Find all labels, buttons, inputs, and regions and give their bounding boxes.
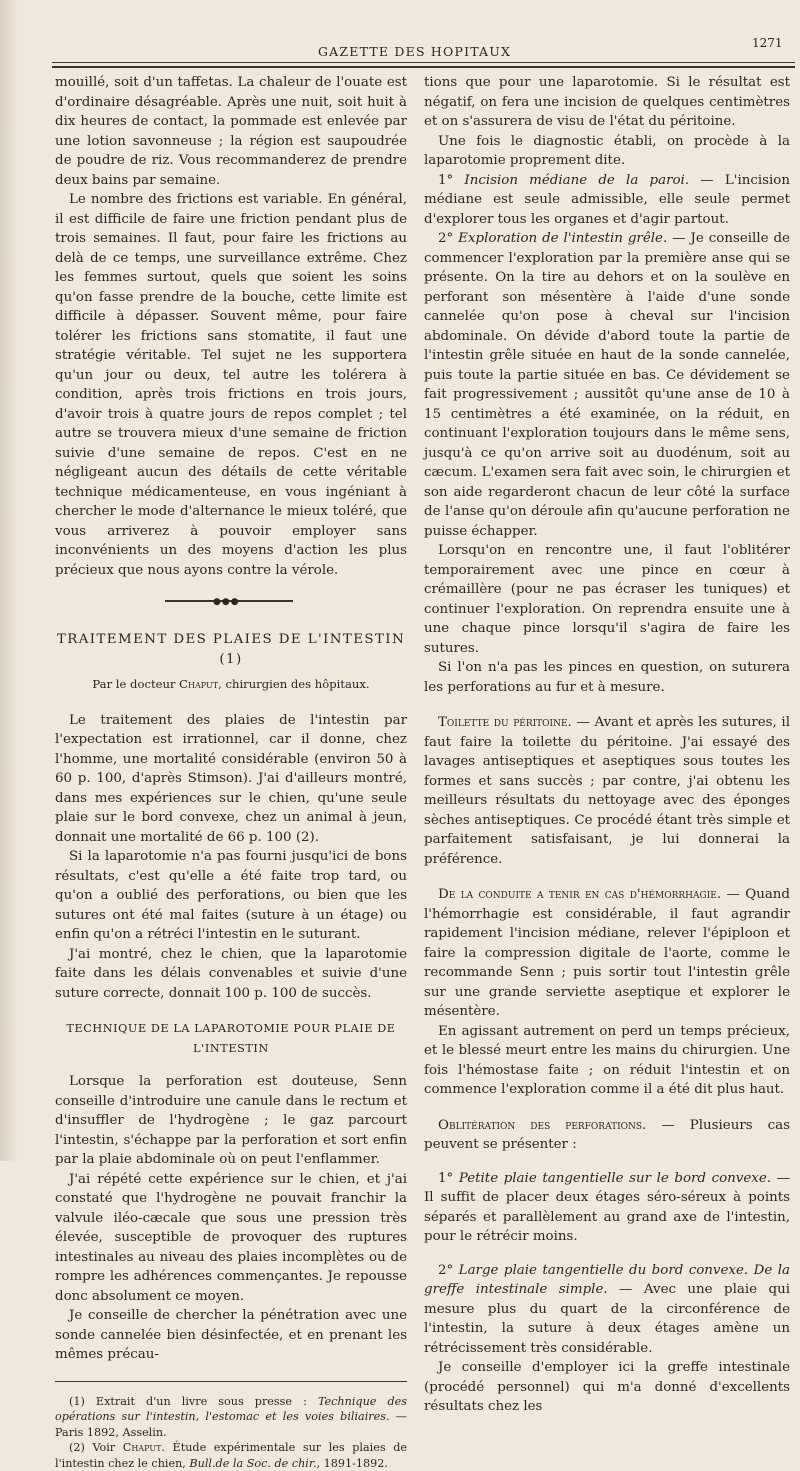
paragraph (424, 171, 790, 230)
section-heading: TECHNIQUE DE LA LAPAROTOMIE POUR PLAIE DE L'INTESTIN (66, 1022, 396, 1055)
paragraph-text: — L'incision médiane est seule admissible, elle seule permet d'explorer tous les organes et d'agir partout. (424, 172, 790, 227)
paragraph (424, 713, 790, 869)
subheading-italic: Petite plaie tangentielle sur le bord convexe. (458, 1170, 771, 1186)
footnote-2 (55, 1440, 407, 1471)
spacer (424, 1247, 790, 1261)
paragraph: Le traitement des plaies de l'intestin par l'expectation est irrationnel, car il donne, chez l'homme, une mortalité considérable (environ 50 à 60 p. 100, d'après Stimson). J'ai d'ailleurs montré, dans mes expériences sur le chien, qu'une seule plaie sur le bord convexe, chez un animal à jeun, donnait une mortalité de 66 p. 100 (2). (55, 712, 407, 845)
paragraph-text: — Plusieurs cas peuvent se présenter : (424, 1117, 790, 1152)
list-marker: 2° (438, 231, 459, 246)
footnote-author: Chaput (122, 1441, 162, 1454)
byline-suffix: , chirurgien des hôpitaux. (218, 677, 370, 691)
spacer (424, 1100, 790, 1116)
run-in-heading: De la conduite a tenir en cas d'hémorrhagie. (438, 887, 722, 902)
paragraph: Si l'on n'a pas les pinces en question, on suturera les perforations au fur et à mesure. (424, 660, 790, 695)
right-column (424, 73, 790, 1417)
footnote-text: — Paris 1892, Asselin. (55, 1410, 407, 1439)
footnote-text: (1) Extrait d'un livre sous presse : (69, 1394, 318, 1408)
paragraph: Si la laparotomie n'a pas fourni jusqu'ici de bons résultats, c'est qu'elle a été faite trop tard, ou qu'on a oublié des perforations, ou bien que les sutures ont été mal faites (suture à un étage) ou enfin qu'on a rétréci l'intestin en le suturant. (55, 849, 407, 942)
byline-prefix: Par le docteur (92, 677, 180, 691)
paragraph: Je conseille d'employer ici la greffe intestinale (procédé personnel) qui m'a donné d'excellents résultats chez les (424, 1360, 790, 1414)
paragraph-text: — Je conseille de commencer l'exploration par la première anse qui se présente. On la tire au dehors et on la soulève en perforant son mésentère à l'aide d'une sonde cannelée qu'on pose à cheval sur l'incision abdominale. On dévide d'abord toute la partie de l'intestin grêle située en haut de la sonde cannelée, puis toute la partie située en bas. Ce dévidement se fait progressivement ; aussitôt qu'une anse de 10 à 15 centimètres a été examinée, on la réduit, en continuant l'exploration toujours dans le même sens, jusqu'à ce qu'on arrive soit au duodénum, soit au cæcum. L'examen sera fait avec soin, le chirurgien et son aide regarderont chacun de leur côté la surface de l'anse qu'on déroule afin qu'aucune perforation ne puisse échapper. (424, 231, 790, 539)
paragraph: Lorsqu'on en rencontre une, il faut l'oblitérer temporairement avec une pince en cœur à crémaillère (pour ne pas écraser les tuniques) et continuer l'exploration. On reprendra ensuite une à une chaque pince lorsqu'il s'agira de faire les sutures. (424, 543, 790, 656)
list-marker: 2° (438, 1262, 459, 1278)
page-number: 1271 (752, 36, 783, 50)
paragraph: tions que pour une laparotomie. Si le résultat est négatif, on fera une incision de quelques centimètres et on s'assurera de visu de l'état du péritoine. (424, 75, 790, 129)
header-rule-thick (52, 66, 795, 68)
paragraph (424, 229, 790, 541)
article-byline (55, 675, 407, 695)
paragraph: mouillé, soit d'un taffetas. La chaleur de l'ouate est d'ordinaire désagréable. Après une nuit, soit huit à dix heures de contact, la pommade est enlevée par une lotion savonneuse ; la région est saupoudrée de poudre de riz. Vous recommanderez de prendre deux bains par semaine. (55, 75, 407, 188)
list-marker: 1° (438, 1170, 459, 1186)
subheading-italic: Incision médiane de la paroi. (464, 172, 690, 188)
spacer (424, 697, 790, 713)
article-title: TRAITEMENT DES PLAIES DE L'INTESTIN (1) (56, 632, 406, 667)
paragraph: J'ai montré, chez le chien, que la laparotomie faite dans les délais convenables et suivie d'une suture correcte, donnait 100 p. 100 de succès. (55, 946, 407, 1001)
footnote-text: (2) Voir (69, 1441, 123, 1454)
footnote-italic: Bull.de la Soc. de chir. (189, 1456, 317, 1470)
header-rule-thin (52, 62, 795, 63)
paragraph-text: — Quand l'hémorrhagie est considérable, il faut agrandir rapidement l'incision médiane, relever l'épiploon et faire la compression digitale de l'aorte, comme le recommande Senn ; puis sortir tout l'intestin grêle sur une grande serviette aseptique et explorer le mésentère. (424, 887, 791, 1019)
paragraph: Je conseille de chercher la pénétration avec une sonde cannelée bien désinfectée, et en prenant les mêmes précau- (55, 1308, 407, 1362)
paragraph: Une fois le diagnostic établi, on procède à la laparotomie proprement dite. (424, 133, 790, 168)
paragraph: En agissant autrement on perd un temps précieux, et le blessé meurt entre les mains du chirurgien. Une fois l'hémostase faite ; on réduit l'intestin et on commence l'exploration comme il a été dit plus haut. (424, 1023, 790, 1097)
paragraph (424, 1116, 790, 1155)
paragraph-text: — Avant et après les sutures, il faut faire la toilette du péritoine. J'ai essayé des lavages antiseptiques et aseptiques sous toutes les formes et sans succès ; par contre, j'ai obtenu les meilleurs résultats du nettoyage avec des éponges sèches antiseptiques. Ce procédé étant très simple et parfaitement satisfaisant, je lui donnerai la préférence. (424, 715, 790, 867)
left-column (55, 73, 407, 1471)
paragraph: J'ai répété cette expérience sur le chien, et j'ai constaté que l'hydrogène ne pouvait franchir la valvule iléo-cæcale que sous une pression très élevée, susceptible de provoquer des ruptures intestinales au niveau des plaies incomplètes ou de rompre les adhérences commençantes. Je repousse donc absolument ce moyen. (55, 1171, 407, 1304)
footnote-1 (55, 1394, 407, 1441)
running-head: GAZETTE DES HOPITAUX (318, 44, 512, 59)
paragraph-text: — Avec une plaie qui mesure plus du quart de la circonférence de l'intestin, la suture à deux étages amène un rétrécissement très considérable. (424, 1282, 790, 1356)
paragraph (424, 1261, 790, 1359)
footnote-italic: Technique des opérations sur l'intestin, l'estomac et les voies biliaires. (55, 1394, 407, 1423)
byline-author: Chaput (179, 677, 219, 691)
spacer (424, 1155, 790, 1169)
paragraph: Lorsque la perforation est douteuse, Senn conseille d'introduire une canule dans le rectum et d'insuffler de l'hydrogène ; le gaz parcourt l'intestin, s'échappe par la perforation et sort enfin par la plaie abdominale où on peut l'enflammer. (55, 1074, 407, 1167)
ornament-dots: ●●● (213, 597, 240, 607)
paragraph (424, 885, 790, 1022)
subheading-italic: Exploration de l'intestin grêle. (458, 231, 668, 246)
paragraph-text: — Il suffit de placer deux étages séro-séreux à points séparés et parallèlement au grand axe de l'intestin, pour le rétrécir moins. (424, 1170, 790, 1244)
footnote-text: . Étude expérimentale sur les plaies de l'intestin chez le chien, (55, 1441, 407, 1470)
footnote-rule (55, 1381, 407, 1382)
run-in-heading: Toilette du péritoine. (438, 715, 572, 730)
paragraph (424, 1169, 790, 1247)
subheading-italic: Large plaie tangentielle du bord convexe. De la greffe intestinale simple. (424, 1262, 790, 1297)
page-edge-shadow (0, 0, 18, 1161)
paragraph: Le nombre des frictions est variable. En général, il est difficile de faire une friction pendant plus de trois semaines. Il faut, pour faire les frictions au delà de ce temps, une surveillance extrême. Chez les femmes surtout, quels que soient les soins qu'on fasse prendre de la bouche, cette limite est difficile à dépasser. Souvent même, pour faire tolérer les frictions sans stomatite, il faut une stratégie véritable. Tel sujet ne les supportera qu'un jour ou deux, tel autre les tolérera à condition, après trois frictions en trois jours, d'avoir trois à quatre jours de repos complet ; tel autre se trouvera mieux d'une semaine de friction suivie d'une semaine de repos. C'est en ne négligeant aucun des détails de cette véritable technique médicamenteuse, en vous ingéniant à chercher le mode d'alternance le mieux toléré, que vous arriverez à pouvoir employer sans inconvénients un des moyens d'action les plus précieux que nous ayons contre la vérole. (55, 192, 407, 578)
footnote-text: , 1891-1892. (316, 1456, 388, 1470)
section-ornament (55, 597, 407, 607)
run-in-heading: Oblitération des perforations. (438, 1117, 647, 1133)
spacer (424, 869, 790, 885)
list-marker: 1° (438, 172, 465, 188)
